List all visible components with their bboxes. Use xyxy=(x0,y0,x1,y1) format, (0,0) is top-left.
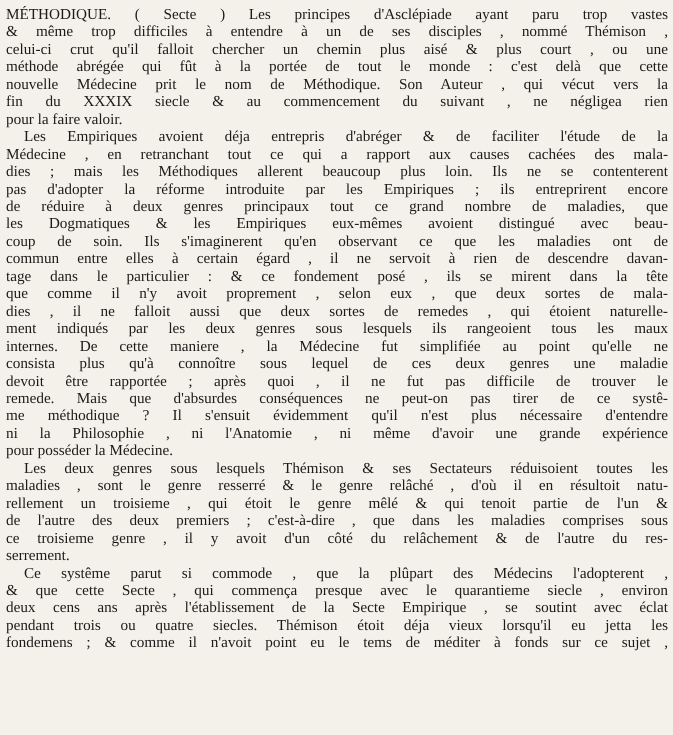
text-line: pendant trois ou quatre siecles. Thémison étoit déja vieux lorsqu'il eu jetta les xyxy=(6,616,668,634)
text-line: MÉTHODIQUE. ( Secte ) Les principes d'Asclépiade ayant paru trop vastes xyxy=(6,6,668,23)
text-line: Les Empiriques avoient déja entrepris d'abréger & de faciliter l'étude de la xyxy=(24,128,668,146)
text-line: ment indiqués par les deux genres sous lesquels ils rangeoient tous les maux xyxy=(6,320,668,338)
text-line: internes. De cette maniere , la Médecine fut simplifiée au point qu'elle ne xyxy=(6,337,668,355)
text-line: Médecine , en retranchant tout ce qui a rapport aux causes cachées des mala- xyxy=(6,145,668,163)
scanned-text-page xyxy=(6,6,668,732)
text-line: remede. Mais que d'absurdes conséquences ne peut-on pas tirer de ce systê- xyxy=(6,389,668,407)
text-line: commun entre elles à certain égard , il ne servoit à rien de descendre davan- xyxy=(6,250,668,268)
text-line: de réduire à deux genres principaux tout ce grand nombre de maladies, que xyxy=(6,197,668,215)
text-line: & que cette Secte , qui commença presque avec le quarantieme siecle , environ xyxy=(6,581,668,599)
text-line: fondemens ; & comme il n'avoit point eu le tems de méditer à fonds sur ce sujet , xyxy=(6,634,668,652)
text-line: rellement un troisieme , qui étoit le genre mêlé & qui tenoit partie de l'un & xyxy=(6,494,668,512)
text-line: serrement. xyxy=(6,547,70,565)
text-line: deux cens ans après l'établissement de la Secte Empirique , se soutint avec éclat xyxy=(6,599,668,617)
text-line: dies , il ne falloit aussi que deux sortes de remedes , qui étoient naturelle- xyxy=(6,302,668,320)
text-line: fin du XXXIX siecle & au commencement du suivant , ne négligea rien xyxy=(6,93,668,111)
text-line: Ce systême parut si commode , que la plûpart des Médecins l'adopterent , xyxy=(24,564,668,582)
text-line: pour la faire valoir. xyxy=(6,110,123,128)
text-line: nouvelle Médecine prit le nom de Méthodique. Son Auteur , qui vécut vers la xyxy=(6,75,668,93)
paragraph-2 xyxy=(6,128,668,460)
text-line: maladies , sont le genre resserré & le genre relâché , d'où il en résultoit natu- xyxy=(6,477,668,495)
text-line: pour posséder la Médecine. xyxy=(6,442,174,460)
text-line: devoit être rapportée ; après quoi , il ne fut pas difficile de trouver le xyxy=(6,372,668,390)
paragraph-3 xyxy=(6,460,668,565)
text-line: ni la Philosophie , ni l'Anatomie , ni même d'avoir une grande expérience xyxy=(6,424,668,442)
text-line: que comme il n'y avoit proprement , selon eux , que deux sortes de mala- xyxy=(6,285,668,303)
text-line: pas d'adopter la réforme introduite par les Empiriques ; ils entreprirent encore xyxy=(6,180,668,198)
text-line: méthode abrégée qui fût à la portée de tout le monde : c'est delà que cette xyxy=(6,58,668,76)
paragraph-1 xyxy=(6,6,668,128)
text-line: me méthodique ? Il s'ensuit évidemment qu'il n'est plus nécessaire d'entendre xyxy=(6,407,668,425)
paragraph-4 xyxy=(6,565,668,652)
text-line: de l'autre des deux premiers ; c'est-à-dire , que dans les maladies comprises sous xyxy=(6,512,668,530)
text-line: & même trop difficiles à entendre à un de ses disciples , nommé Thémison , xyxy=(6,23,668,41)
text-line: les Dogmatiques & les Empiriques eux-mêmes avoient distingué avec beau- xyxy=(6,215,668,233)
text-line: coup de soin. Ils s'imaginerent qu'en observant ce que les maladies ont de xyxy=(6,232,668,250)
text-line: dies ; mais les Méthodiques allerent beaucoup plus loin. Ils ne se contenterent xyxy=(6,163,668,181)
text-line: Les deux genres sous lesquels Thémison & ses Sectateurs réduisoient toutes les xyxy=(24,459,668,477)
text-line: celui-ci crut qu'il falloit chercher un chemin plus aisé & plus court , ou une xyxy=(6,40,668,58)
text-line: tage dans le particulier : & ce fondement posé , ils se mirent dans la tête xyxy=(6,267,668,285)
text-line: ce troisieme genre , il y avoit d'un côté du relâchement & de l'autre du res- xyxy=(6,529,668,547)
text-line: consista plus qu'à connoître sous lequel de ces deux genres une maladie xyxy=(6,355,668,373)
